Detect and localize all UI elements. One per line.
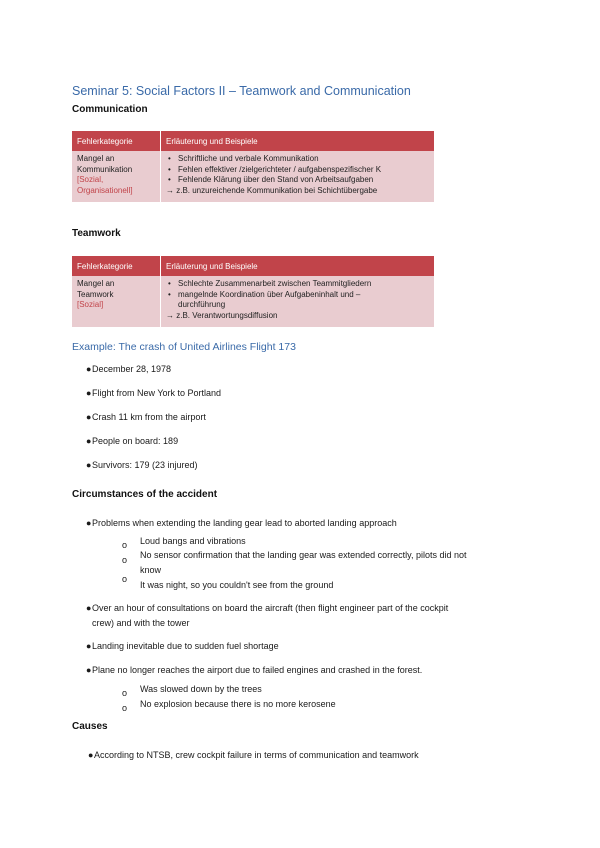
table-header-explanation: Erläuterung und Beispiele xyxy=(161,256,435,276)
fact-text: Flight from New York to Portland xyxy=(92,388,222,398)
bullet-icon: ● xyxy=(86,436,92,446)
fact-item xyxy=(86,364,171,374)
bullet-icon: ● xyxy=(86,364,92,374)
sub-item: Was slowed down by the trees xyxy=(140,684,262,694)
bullet-icon: ● xyxy=(86,641,92,651)
communication-heading: Communication xyxy=(72,104,148,115)
example-line: → z.B. Verantwortungsdiffusion xyxy=(166,310,278,320)
table-header-category: Fehlerkategorie xyxy=(72,256,161,276)
fact-item xyxy=(86,412,206,422)
cause-item xyxy=(88,750,419,760)
category-line: Mangel an xyxy=(77,279,115,288)
sub-item: It was night, so you couldn't see from the ground xyxy=(140,580,334,590)
category-line: Kommunikation xyxy=(77,164,133,174)
bullet-icon: ● xyxy=(86,412,92,422)
teamwork-table xyxy=(72,256,434,327)
category-tag: [Sozial] xyxy=(77,300,104,309)
circumstance-continuation: crew) and with the tower xyxy=(92,618,190,628)
bullet-icon: ● xyxy=(86,460,92,470)
circumstance-text: Plane no longer reaches the airport due to failed engines and crashed in the forest. xyxy=(92,665,423,675)
circle-bullet-icon: o xyxy=(122,555,128,565)
bullet-icon: ● xyxy=(86,388,92,398)
table-header-explanation: Erläuterung und Beispiele xyxy=(161,131,435,151)
circumstance-item xyxy=(86,641,279,651)
circumstance-item xyxy=(86,603,448,613)
category-tag: [Sozial, Organisationell] xyxy=(77,175,133,195)
example-line: → z.B. unzureichende Kommunikation bei Schichtübergabe xyxy=(166,185,378,195)
page-title: Seminar 5: Social Factors II – Teamwork and Communication xyxy=(72,84,411,98)
fact-item xyxy=(86,388,221,398)
category-line: Teamwork xyxy=(77,289,114,299)
circumstance-text: Over an hour of consultations on board the aircraft (then flight engineer part of the cockpit xyxy=(92,603,449,613)
sub-item: No explosion because there is no more kerosene xyxy=(140,699,336,709)
fact-text: People on board: 189 xyxy=(92,436,179,446)
category-line: Mangel an xyxy=(77,154,115,163)
list-item: • Schlechte Zusammenarbeit zwischen Teammitgliedern xyxy=(178,279,429,290)
cause-text: According to NTSB, crew cockpit failure in terms of communication and teamwork xyxy=(94,750,419,760)
example-heading: Example: The crash of United Airlines Flight 173 xyxy=(72,341,296,353)
fact-text: Crash 11 km from the airport xyxy=(92,412,206,422)
sub-item-continuation: know xyxy=(140,565,162,575)
circumstance-text: Landing inevitable due to sudden fuel shortage xyxy=(92,641,279,651)
list-item: • Fehlen effektiver /zielgerichteter / aufgabenspezifischer K xyxy=(178,165,429,176)
table-header-category: Fehlerkategorie xyxy=(72,131,161,151)
circumstance-item xyxy=(86,665,422,675)
circle-bullet-icon: o xyxy=(122,688,128,698)
circle-bullet-icon: o xyxy=(122,540,128,550)
fact-text: December 28, 1978 xyxy=(92,364,172,374)
table-cell-category xyxy=(72,276,161,327)
circle-bullet-icon: o xyxy=(122,574,128,584)
bullet-icon: ● xyxy=(86,603,92,613)
teamwork-heading: Teamwork xyxy=(72,228,121,239)
communication-table xyxy=(72,131,434,202)
circumstance-item xyxy=(86,518,397,528)
circumstances-heading: Circumstances of the accident xyxy=(72,489,218,500)
fact-text: Survivors: 179 (23 injured) xyxy=(92,460,198,470)
sub-item: No sensor confirmation that the landing gear was extended correctly, pilots did not xyxy=(140,550,467,560)
bullet-icon: ● xyxy=(88,750,94,760)
causes-heading: Causes xyxy=(72,721,108,732)
circle-bullet-icon: o xyxy=(122,703,128,713)
table-cell-explanation xyxy=(161,151,435,202)
sub-item: Loud bangs and vibrations xyxy=(140,536,246,546)
table-cell-category xyxy=(72,151,161,202)
list-item-continuation: durchführung xyxy=(178,300,226,309)
table-cell-explanation xyxy=(161,276,435,327)
fact-item xyxy=(86,460,198,470)
bullet-icon: ● xyxy=(86,665,92,675)
list-item: • Fehlende Klärung über den Stand von Arbeitsaufgaben xyxy=(178,175,429,186)
bullet-icon: ● xyxy=(86,518,92,528)
list-item: • mangelnde Koordination über Aufgabeninhalt und – xyxy=(178,290,429,301)
list-item: • Schriftliche und verbale Kommunikation xyxy=(178,154,429,165)
fact-item xyxy=(86,436,178,446)
circumstance-text: Problems when extending the landing gear lead to aborted landing approach xyxy=(92,518,397,528)
